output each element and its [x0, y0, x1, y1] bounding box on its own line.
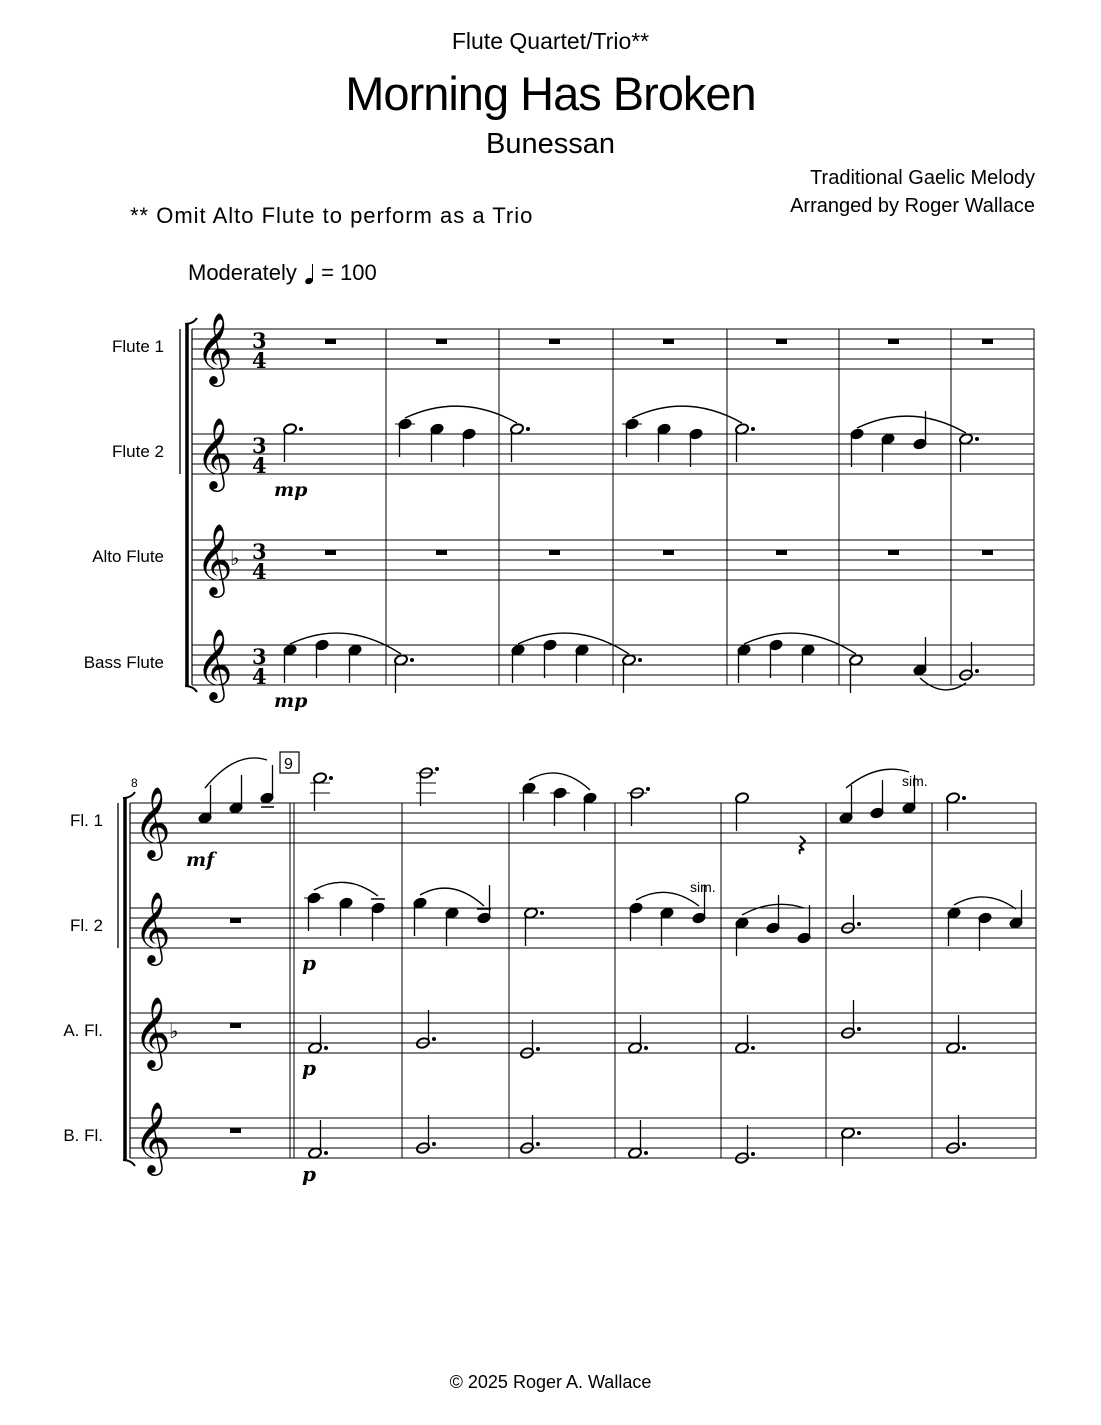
instrument-flute-1: Flute 1 — [112, 337, 164, 356]
instrument-fl1-short: Fl. 1 — [69, 811, 103, 830]
slur — [954, 897, 1016, 909]
dot — [432, 1037, 436, 1041]
whole-rest — [982, 339, 993, 344]
dot — [962, 1046, 966, 1050]
whole-rest — [776, 339, 787, 344]
dot — [329, 776, 333, 780]
composer-credit: Traditional Gaelic Melody — [810, 167, 1035, 189]
dot — [526, 427, 530, 431]
treble-clef-icon: 𝄞 — [196, 627, 233, 700]
dot — [962, 796, 966, 800]
time-signature-bottom: 4 — [252, 453, 267, 478]
measure-number: 8 — [131, 776, 138, 790]
slur — [518, 633, 629, 654]
sim-marking-fl2: sim. — [690, 879, 716, 895]
dynamic-mp-flute2: mp — [274, 479, 308, 501]
time-signature-bottom: 4 — [252, 664, 267, 689]
slur — [290, 633, 401, 654]
dot — [324, 1151, 328, 1155]
trio-note: ** Omit Alto Flute to perform as a Trio — [130, 203, 534, 228]
whole-rest — [549, 550, 560, 555]
dot — [638, 658, 642, 662]
dot — [751, 427, 755, 431]
time-signature-bottom: 4 — [252, 559, 267, 584]
dynamic-p-alto: p — [302, 1056, 316, 1080]
instrument-fl2-short: Fl. 2 — [69, 916, 103, 935]
page-title: Morning Has Broken — [345, 67, 756, 120]
treble-clef-icon: 𝄞 — [196, 522, 233, 595]
instrument-alto-short: A. Fl. — [63, 1021, 103, 1040]
tempo-value: = 100 — [321, 260, 377, 285]
dynamic-p-bass: p — [302, 1162, 316, 1186]
dot — [435, 767, 439, 771]
slur — [420, 888, 484, 906]
dynamic-mp-bass: mp — [274, 690, 308, 712]
dot — [536, 1142, 540, 1146]
dynamic-mf-fl1: mf — [186, 849, 215, 871]
dot — [644, 1046, 648, 1050]
sim-marking-fl1: sim. — [902, 773, 928, 789]
whole-rest — [776, 550, 787, 555]
whole-rest — [325, 550, 336, 555]
treble-clef-icon: 𝄞 — [134, 995, 171, 1068]
system-1 — [180, 311, 1034, 703]
time-signature-top: 3 — [252, 539, 267, 564]
slur — [846, 769, 909, 788]
dot — [646, 787, 650, 791]
whole-rest — [549, 339, 560, 344]
copyright: © 2025 Roger A. Wallace — [449, 1372, 652, 1392]
slur — [405, 406, 517, 423]
dot — [857, 922, 861, 926]
dot — [324, 1046, 328, 1050]
instrument-flute-2: Flute 2 — [112, 442, 164, 461]
dot — [975, 437, 979, 441]
treble-clef-icon: 𝄞 — [196, 416, 233, 489]
whole-rest — [888, 550, 899, 555]
treble-clef-icon: 𝄞 — [134, 890, 171, 963]
whole-rest — [230, 1023, 241, 1028]
treble-clef-icon: 𝄞 — [134, 785, 171, 858]
time-signature-top: 3 — [252, 328, 267, 353]
whole-rest — [436, 339, 447, 344]
system-2 — [118, 758, 1036, 1176]
slur — [205, 758, 267, 788]
time-signature-top: 3 — [252, 433, 267, 458]
slur — [742, 904, 804, 915]
whole-rest — [436, 550, 447, 555]
dot — [751, 1152, 755, 1156]
dot — [751, 1046, 755, 1050]
dot — [644, 1151, 648, 1155]
dot — [410, 658, 414, 662]
slur — [857, 416, 966, 433]
whole-rest — [982, 550, 993, 555]
whole-rest — [230, 1128, 241, 1133]
dot — [962, 1142, 966, 1146]
quarter-rest-icon — [800, 836, 806, 854]
whole-rest — [888, 339, 899, 344]
instrument-alto-flute: Alto Flute — [92, 547, 164, 566]
instrument-bass-short: B. Fl. — [63, 1126, 103, 1145]
slur — [529, 773, 590, 790]
whole-rest — [663, 550, 674, 555]
dynamic-p-fl2: p — [302, 951, 316, 975]
time-signature-bottom: 4 — [252, 348, 267, 373]
slur — [632, 406, 742, 423]
dot — [857, 1131, 861, 1135]
whole-rest — [325, 339, 336, 344]
dot — [299, 427, 303, 431]
treble-clef-icon: 𝄞 — [134, 1100, 171, 1173]
tempo-text: Moderately — [188, 260, 297, 285]
treble-clef-icon: 𝄞 — [196, 311, 233, 384]
dot — [540, 911, 544, 915]
whole-rest — [663, 339, 674, 344]
dot — [536, 1047, 540, 1051]
rehearsal-mark: 9 — [284, 756, 293, 773]
arranger-credit: Arranged by Roger Wallace — [790, 195, 1035, 217]
instrument-bass-flute: Bass Flute — [83, 653, 164, 672]
slur — [314, 882, 378, 896]
dot — [432, 1142, 436, 1146]
dot — [975, 669, 979, 673]
subtitle: Flute Quartet/Trio** — [451, 28, 650, 54]
tune-name: Bunessan — [486, 128, 615, 160]
dot — [857, 1027, 861, 1031]
time-signature-top: 3 — [252, 644, 267, 669]
slur — [920, 678, 966, 690]
flat-key-icon: ♭ — [169, 1019, 179, 1043]
whole-rest — [230, 918, 241, 923]
flat-key-icon: ♭ — [230, 546, 240, 570]
